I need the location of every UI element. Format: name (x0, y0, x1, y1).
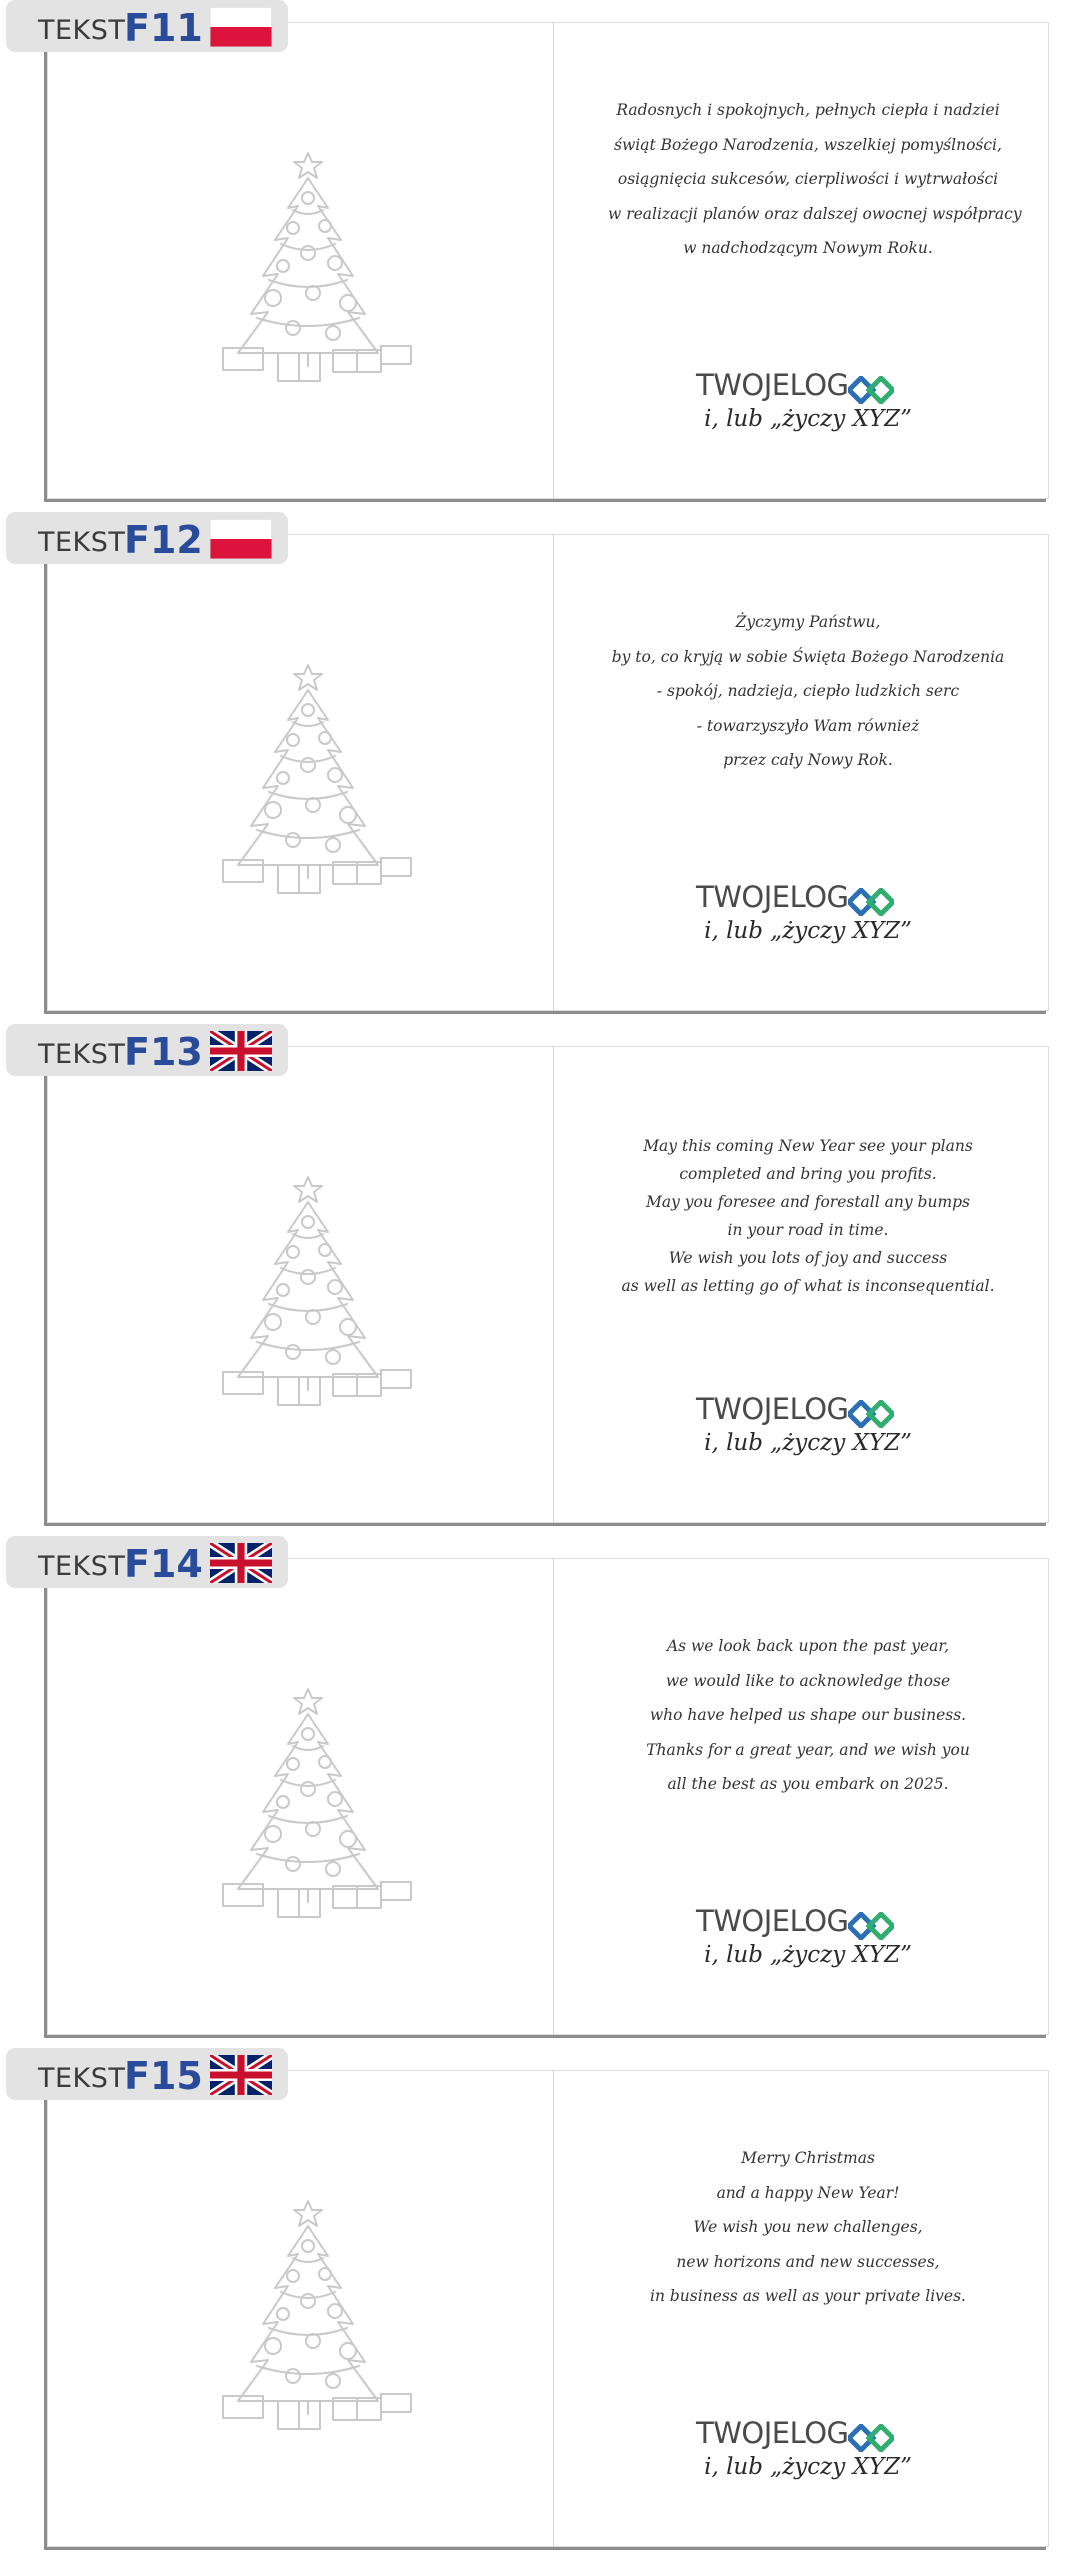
card-frame (47, 22, 1049, 499)
text-label-tab (6, 1024, 288, 1076)
greeting-line: We wish you new challenges, (693, 2218, 923, 2236)
text-code: F14 (124, 1542, 203, 1586)
greeting-line: w realizacji planów oraz dalszej owocnej współpracy (608, 204, 1022, 223)
text-code: F11 (124, 6, 203, 50)
greeting-text (608, 1629, 1008, 1802)
greeting-line: by to, co kryją w sobie Święta Bożego Narodzenia (611, 647, 1005, 666)
fold-line (553, 1559, 554, 2034)
greeting-text (608, 1132, 1008, 1300)
christmas-tree-icon (193, 2196, 423, 2436)
fold-line (553, 2071, 554, 2546)
greeting-card-f12 (0, 512, 1078, 1024)
company-logo (696, 880, 906, 920)
greeting-line: all the best as you embark on 2025. (667, 1775, 949, 1793)
logo-text: TWOJELOG (696, 880, 849, 914)
fold-line (553, 535, 554, 1010)
greeting-card-f14 (0, 1536, 1078, 2048)
text-label-tab (6, 0, 288, 52)
greeting-line: May this coming New Year see your plans (643, 1137, 973, 1155)
greeting-line: osiągnięcia sukcesów, cierpliwości i wytrwałości (617, 170, 999, 188)
card-frame (47, 2070, 1049, 2547)
company-logo (696, 368, 906, 408)
text-code: F13 (124, 1030, 203, 1074)
uk-flag (210, 2055, 272, 2095)
tab-label: TEKST (38, 2063, 126, 2094)
greeting-line: in your road in time. (727, 1221, 889, 1239)
wish-text: i, lub „życzy XYZ” (704, 1430, 912, 1456)
greeting-card-f15 (0, 2048, 1078, 2560)
greeting-line: as well as letting go of what is inconsequential. (621, 1277, 995, 1295)
logo-mark-icon (848, 888, 894, 916)
text-code: F15 (124, 2054, 203, 2098)
text-label-tab (6, 2048, 288, 2100)
tab-label: TEKST (38, 1039, 126, 1070)
fold-line (553, 1047, 554, 1522)
tab-label: TEKST (38, 527, 126, 558)
logo-mark-icon (848, 2424, 894, 2452)
logo-mark-icon (848, 376, 894, 404)
poland-flag (210, 519, 272, 559)
tab-label: TEKST (38, 1551, 126, 1582)
christmas-tree-icon (193, 660, 423, 900)
card-frame (47, 1558, 1049, 2035)
logo-text: TWOJELOG (696, 1392, 849, 1426)
greeting-line: new horizons and new successes, (676, 2252, 940, 2271)
greeting-line: świąt Bożego Narodzenia, wszelkiej pomyślności, (614, 135, 1002, 154)
christmas-tree-icon (193, 148, 423, 388)
greeting-text (608, 93, 1022, 266)
greeting-text (608, 605, 1008, 778)
christmas-tree-icon (193, 1172, 423, 1412)
logo-text: TWOJELOG (696, 2416, 849, 2450)
greeting-line: we would like to acknowledge those (665, 1671, 951, 1690)
greeting-line: Życzymy Państwu, (735, 613, 881, 631)
greeting-line: May you foresee and forestall any bumps (645, 1193, 971, 1211)
wish-text: i, lub „życzy XYZ” (704, 406, 912, 432)
logo-mark-icon (848, 1912, 894, 1940)
greeting-line: w nadchodzącym Nowym Roku. (683, 239, 933, 257)
text-label-tab (6, 512, 288, 564)
greeting-line: who have helped us shape our business. (649, 1706, 967, 1724)
greeting-line: We wish you lots of joy and success (668, 1249, 948, 1267)
greeting-line: in business as well as your private lives. (650, 2287, 966, 2305)
company-logo (696, 1392, 906, 1432)
greeting-text (608, 2141, 1008, 2314)
card-frame (47, 534, 1049, 1011)
greeting-line: Thanks for a great year, and we wish you (646, 1740, 970, 1759)
greeting-card-f13 (0, 1024, 1078, 1536)
company-logo (696, 2416, 906, 2456)
logo-text: TWOJELOG (696, 1904, 849, 1938)
uk-flag (210, 1543, 272, 1583)
wish-text: i, lub „życzy XYZ” (704, 1942, 912, 1968)
greeting-line: - towarzyszyło Wam również (696, 716, 920, 735)
company-logo (696, 1904, 906, 1944)
christmas-tree-icon (193, 1684, 423, 1924)
fold-line (553, 23, 554, 498)
text-code: F12 (124, 518, 203, 562)
greeting-card-f11 (0, 0, 1078, 512)
wish-text: i, lub „życzy XYZ” (704, 918, 912, 944)
wish-text: i, lub „życzy XYZ” (704, 2454, 912, 2480)
uk-flag (210, 1031, 272, 1071)
logo-mark-icon (848, 1400, 894, 1428)
greeting-line: - spokój, nadzieja, ciepło ludzkich serc (656, 682, 960, 700)
tab-label: TEKST (38, 15, 126, 46)
greeting-line: przez cały Nowy Rok. (723, 751, 893, 769)
greeting-line: completed and bring you profits. (679, 1165, 937, 1183)
greeting-line: and a happy New Year! (716, 2183, 900, 2202)
greeting-line: As we look back upon the past year, (666, 1637, 950, 1655)
poland-flag (210, 7, 272, 47)
logo-text: TWOJELOG (696, 368, 849, 402)
text-label-tab (6, 1536, 288, 1588)
greeting-line: Radosnych i spokojnych, pełnych ciepła i nadziei (616, 101, 1000, 119)
card-frame (47, 1046, 1049, 1523)
greeting-line: Merry Christmas (741, 2149, 875, 2167)
